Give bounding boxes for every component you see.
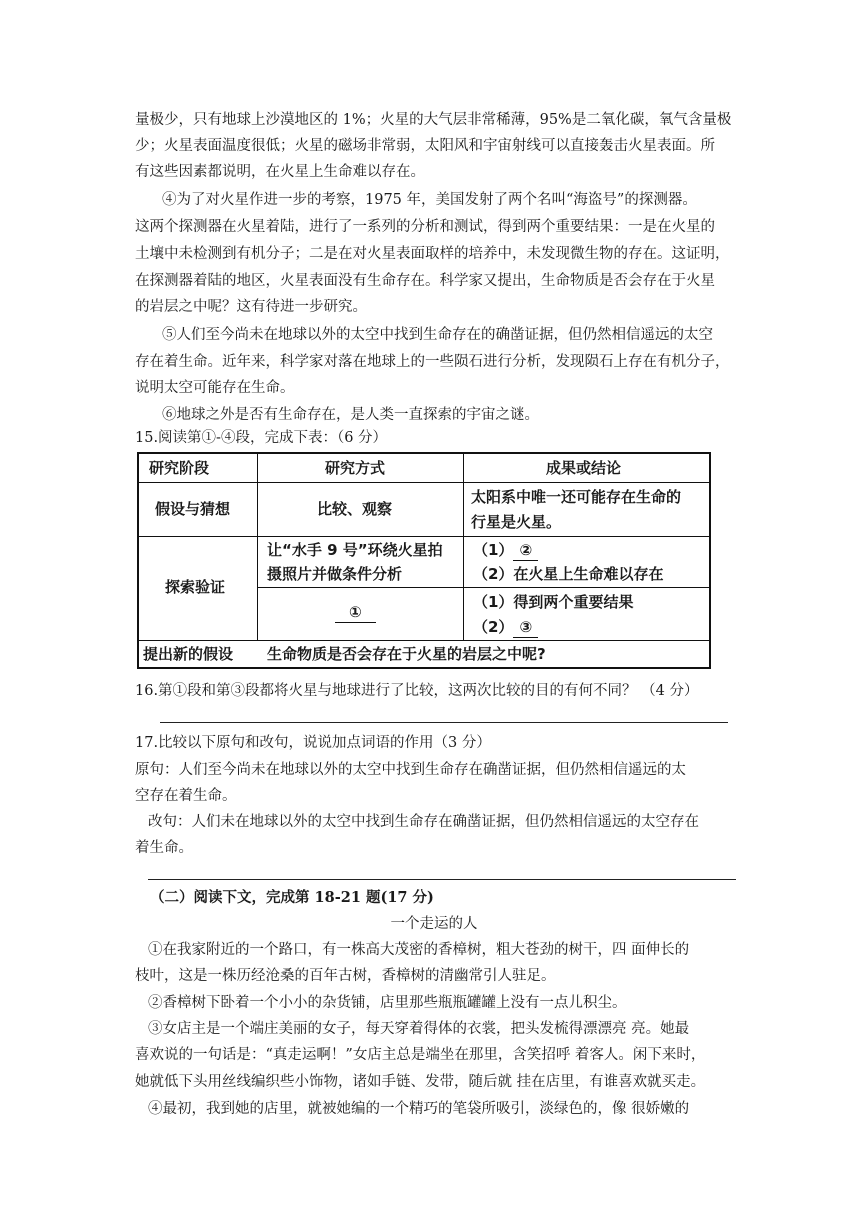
passage-line: 存在着生命。近年来，科学家对落在地球上的一些陨石进行分析，发现陨石上存在有机分子，	[135, 354, 730, 370]
part2-heading: （二）阅读下文，完成第 18-21 题(17 分)	[150, 889, 434, 906]
article-paragraph-3: ③女店主是一个端庄美丽的女子，每天穿着得体的衣裳，把头发梳得漂漂亮 亮。她最	[148, 1021, 690, 1037]
row2-method-a-line1: 让“水手 9 号”环绕火星拍	[267, 541, 443, 559]
row1-result-line1: 太阳系中唯一还可能存在生命的	[471, 488, 682, 506]
modified-sentence-line2: 着生命。	[135, 840, 193, 856]
original-sentence-line1: 原句：人们至今尚未在地球以外的太空中找到生命存在确凿证据，但仍然相信遥远的太	[135, 762, 686, 778]
answer-blank-2: ②	[513, 540, 538, 561]
passage-line: 少；火星表面温度很低；火星的磁场非常弱，太阳风和宇宙射线可以直接轰击火星表面。所	[135, 138, 715, 154]
row2-result-a-line1	[473, 537, 538, 563]
row2-result-b-prefix: （2）	[473, 618, 514, 636]
passage-line: 量极少，只有地球上沙漠地区的 1%；火星的大气层非常稀薄，95%是二氧化碳，氧气含量极	[135, 112, 732, 128]
passage-line: 的岩层之中呢？这有待进一步研究。	[135, 299, 367, 315]
article-paragraph-2: ②香樟树下卧着一个小小的杂货铺，店里那些瓶瓶罐罐上没有一点儿积尘。	[148, 995, 627, 1011]
question-17-prompt: 17.比较以下原句和改句，说说加点词语的作用（3 分）	[135, 735, 491, 751]
modified-sentence-line1: 改句：人们未在地球以外的太空中找到生命存在确凿证据，但仍然相信遥远的太空存在	[148, 814, 699, 830]
article-paragraph-4: ④最初，我到她的店里，就被她编的一个精巧的笔袋所吸引，淡绿色的，像 很娇嫩的	[148, 1101, 690, 1117]
passage-line: 这两个探测器在火星着陆，进行了一系列的分析和测试，得到两个重要结果：一是在火星的	[135, 219, 715, 235]
passage-line: 说明太空可能存在生命。	[135, 380, 295, 396]
article-paragraph-1: ①在我家附近的一个路口，有一株高大茂密的香樟树，粗大苍劲的树干，四 面伸长的	[148, 942, 690, 958]
table-header-result: 成果或结论	[546, 459, 622, 477]
article-line: 喜欢说的一句话是：“真走运啊！”女店主总是端坐在那里，含笑招呼 着客人。闲下来时，	[135, 1047, 706, 1063]
row1-stage: 假设与猜想	[155, 500, 231, 518]
table-header-method: 研究方式	[325, 459, 386, 477]
row2-method-b	[335, 599, 376, 625]
passage-paragraph-4: ④为了对火星作进一步的考察，1975 年，美国发射了两个名叫“海盗号”的探测器。	[162, 192, 697, 208]
research-table	[137, 452, 711, 669]
row2-result-a-line2: （2）在火星上生命难以存在	[473, 565, 664, 583]
article-line: 她就低下头用丝线编织些小饰物，诸如手链、发带，随后就 挂在店里，有谁喜欢就买走。	[135, 1074, 706, 1090]
row3-method: 生命物质是否会存在于火星的岩层之中呢?	[267, 645, 546, 663]
passage-line: 有这些因素都说明，在火星上生命难以存在。	[135, 164, 425, 180]
answer-line-16	[160, 722, 728, 723]
answer-blank-3: ③	[513, 617, 538, 638]
row2-stage: 探索验证	[165, 578, 226, 596]
row2-result-a-prefix: （1）	[473, 541, 514, 559]
article-line: 枝叶，这是一株历经沧桑的百年古树，香樟树的清幽常引人驻足。	[135, 968, 556, 984]
answer-blank-1: ①	[335, 602, 376, 623]
answer-line-17	[148, 879, 736, 880]
row2-method-a-line2: 摄照片并做条件分析	[267, 565, 403, 583]
row3-stage: 提出新的假设	[143, 645, 234, 663]
passage-line: 土壤中未检测到有机分子；二是在对火星表面取样的培养中，未发现微生物的存在。这证明，	[135, 246, 730, 262]
passage-line: 在探测器着陆的地区，火星表面没有生命存在。科学家又提出，生命物质是否会存在于火星	[135, 273, 715, 289]
passage-paragraph-5: ⑤人们至今尚未在地球以外的太空中找到生命存在的确凿证据，但仍然相信遥远的太空	[162, 327, 713, 343]
question-15-prompt: 15.阅读第①-④段，完成下表：（6 分）	[135, 430, 388, 446]
row2-result-b-line1: （1）得到两个重要结果	[473, 593, 634, 611]
table-header-stage: 研究阶段	[149, 459, 210, 477]
row2-result-b-line2	[473, 614, 538, 640]
original-sentence-line2: 空存在着生命。	[135, 788, 237, 804]
row1-result-line2: 行星是火星。	[471, 513, 562, 531]
row1-method: 比较、观察	[317, 500, 393, 518]
article-title: 一个走运的人	[390, 916, 478, 932]
question-16-prompt: 16.第①段和第③段都将火星与地球进行了比较，这两次比较的目的有何不同？ （4 分）	[135, 683, 699, 699]
passage-paragraph-6: ⑥地球之外是否有生命存在，是人类一直探索的宇宙之谜。	[162, 407, 539, 423]
